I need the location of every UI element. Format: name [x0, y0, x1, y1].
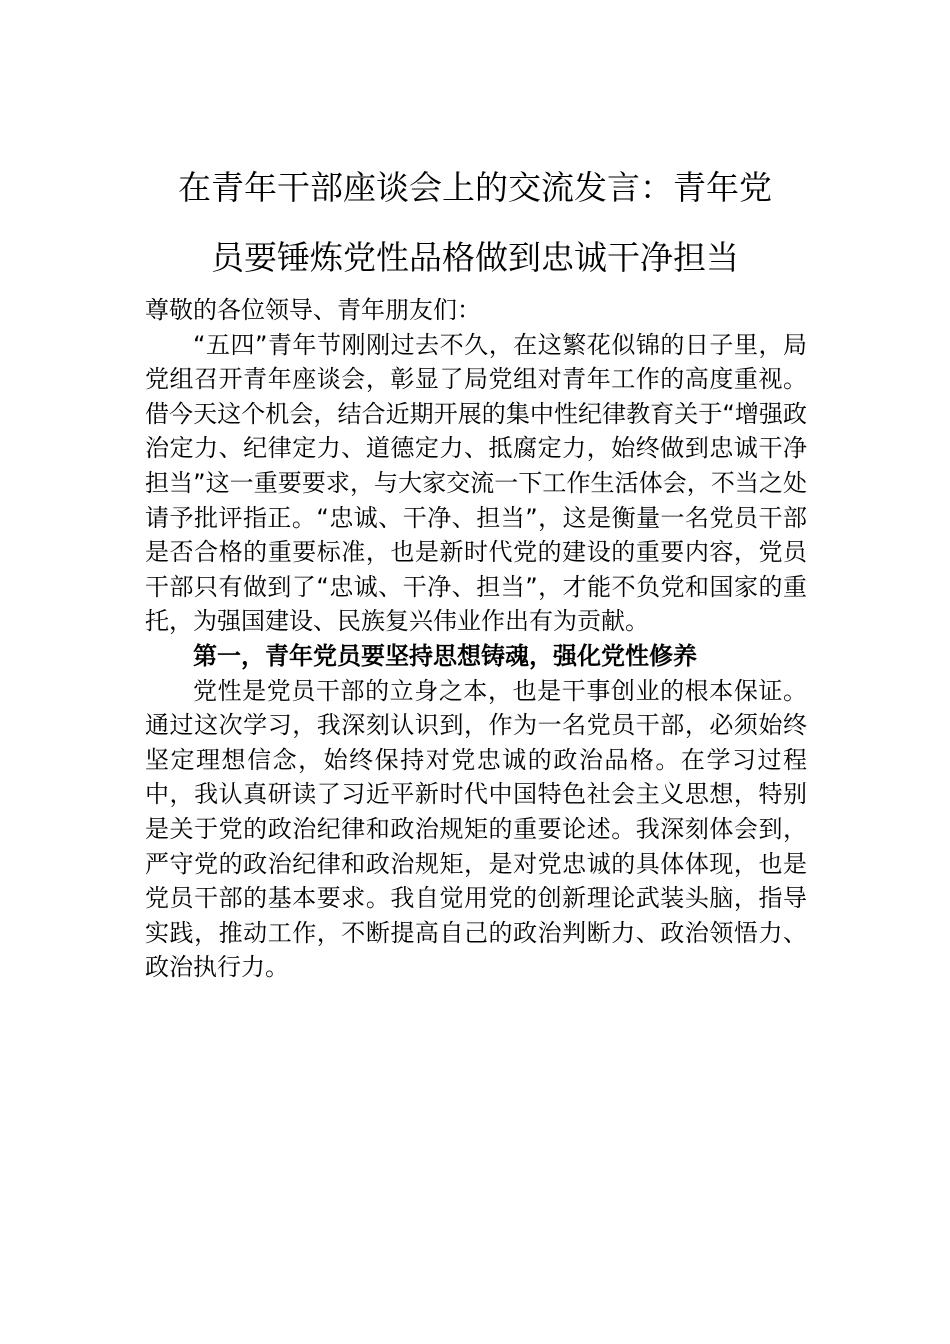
document-body — [145, 293, 807, 985]
section-1-heading: 第一，青年党员要坚持思想铸魂，强化党性修养 — [193, 641, 697, 670]
document-title-line-1: 在青年干部座谈会上的交流发言：青年党 — [178, 168, 772, 207]
paragraph-1: “五四”青年节刚刚过去不久，在这繁花似锦的日子里，局党组召开青年座谈会，彰显了局党组对青年工作的高度重视。借今天这个机会，结合近期开展的集中性纪律教育关于“增强政治定力、纪律定力、道德定力、抵腐定力，始终做到忠诚干净担当”这一重要要求，与大家交流一下工作生活体会，不当之处请予批评指正。“忠诚、干净、担当”，这是衡量一名党员干部是否合格的重要标准，也是新时代党的建设的重要内容，党员干部只有做到了“忠诚、干净、担当”，才能不负党和国家的重托，为强国建设、民族复兴伟业作出有为贡献。 — [145, 330, 807, 636]
salutation: 尊敬的各位领导、青年朋友们： — [145, 296, 481, 324]
paragraph-2: 党性是党员干部的立身之本，也是干事创业的根本保证。通过这次学习，我深刻认识到，作为一名党员干部，必须始终坚定理想信念，始终保持对党忠诚的政治品格。在学习过程中，我认真研读了习近平新时代中国特色社会主义思想，特别是关于党的政治纪律和政治规矩的重要论述。我深刻体会到，严守党的政治纪律和政治规矩，是对党忠诚的具体体现，也是党员干部的基本要求。我自觉用党的创新理论武装头脑，指导实践，推动工作，不断提高自己的政治判断力、政治领悟力、政治执行力。 — [145, 676, 807, 982]
document-title-line-2: 员要锤炼党性品格做到忠诚干净担当 — [211, 238, 739, 277]
